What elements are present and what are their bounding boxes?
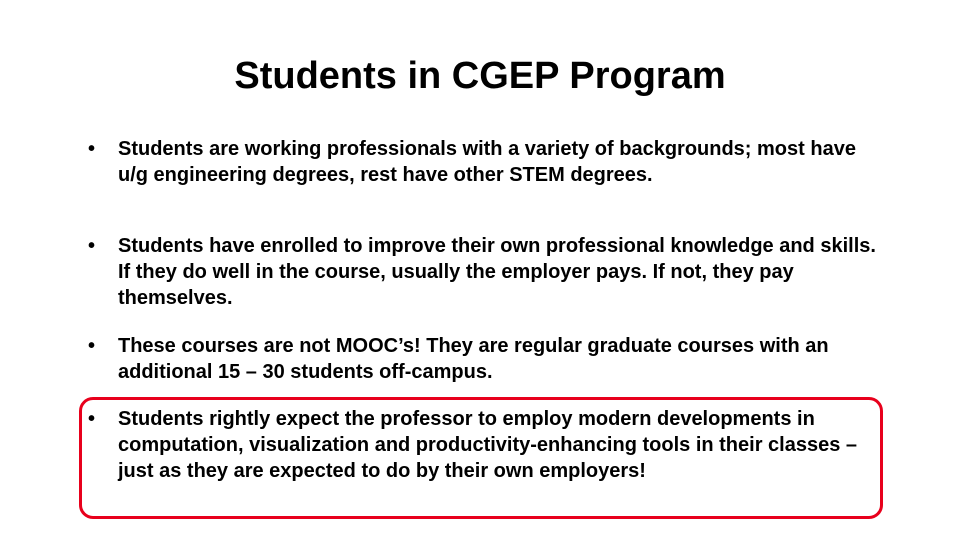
bullet-text: These courses are not MOOC’s! They are regular graduate courses with an additional 15 – 30 students off-campus. <box>118 335 829 383</box>
bullet-marker: • <box>88 335 96 357</box>
bullet-marker: • <box>88 138 96 160</box>
bullet-text: Students are working professionals with a variety of backgrounds; most have u/g engineering degrees, rest have other STEM degrees. <box>118 138 856 186</box>
bullet-text: Students rightly expect the professor to employ modern developments in computation, visualization and productivity-enhancing tools in their classes – just as they are expected to do by their own employers! <box>118 408 858 482</box>
bullet-item <box>88 136 878 188</box>
bullet-marker: • <box>88 235 96 257</box>
bullet-item <box>88 233 878 311</box>
bullet-text: Students have enrolled to improve their own professional knowledge and skills. If they do well in the course, usually the employer pays. If not, they pay themselves. <box>118 235 876 309</box>
slide-title: Students in CGEP Program <box>234 55 726 97</box>
highlight-box <box>79 397 883 519</box>
bullet-item <box>88 333 878 385</box>
bullet-marker: • <box>88 408 96 430</box>
